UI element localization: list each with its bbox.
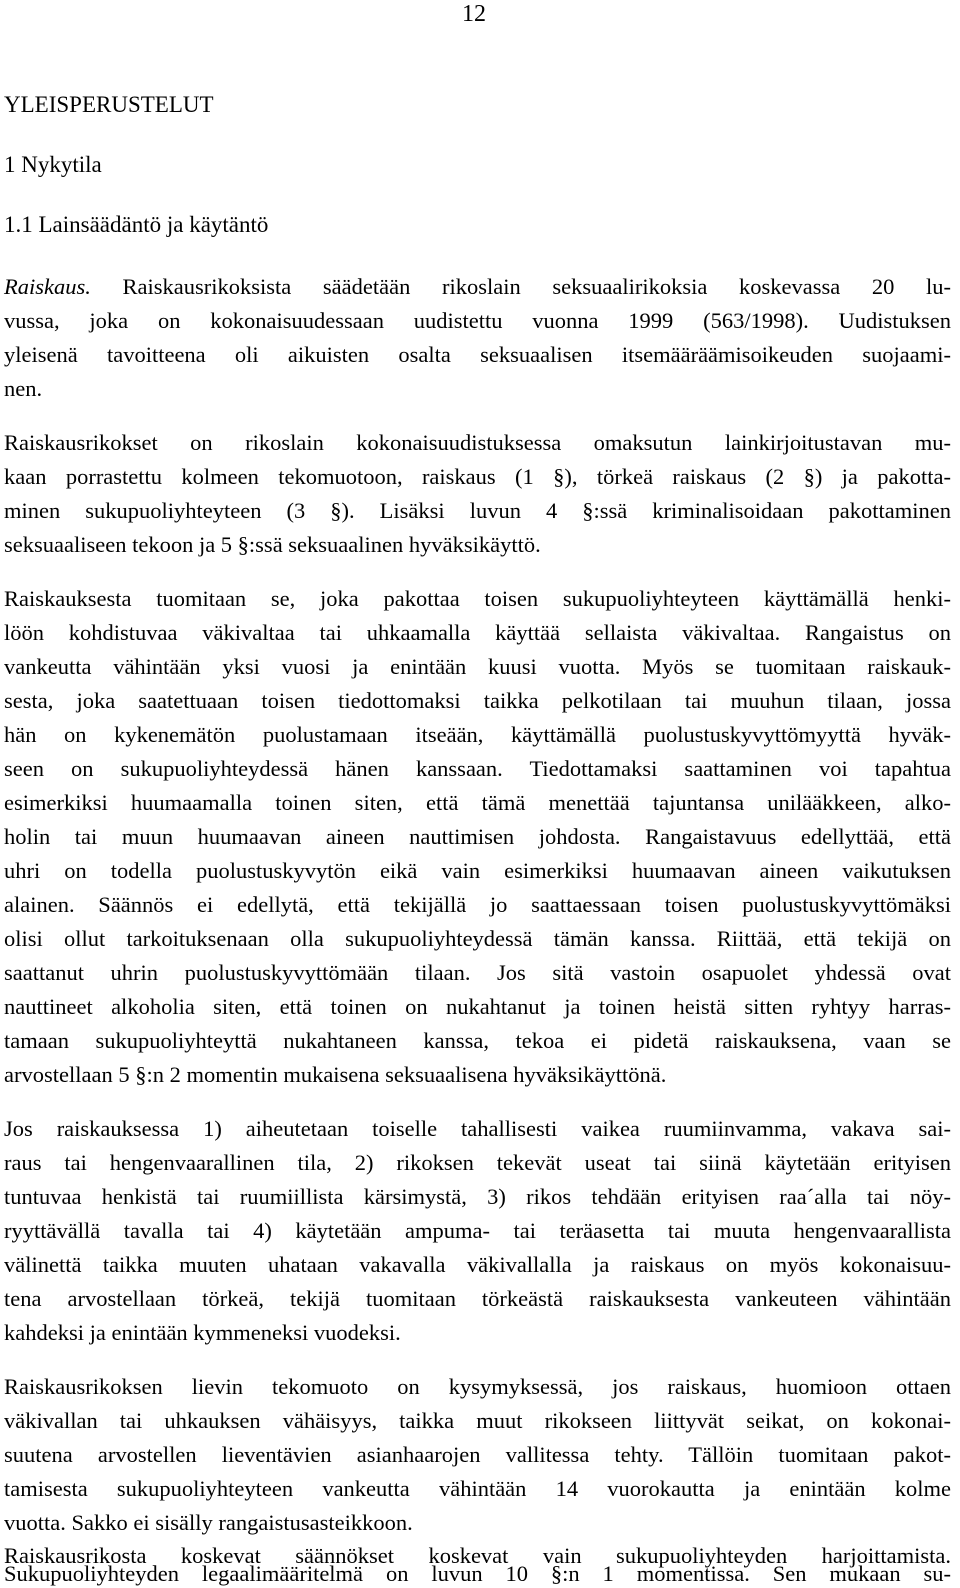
paragraph-line: Sukupuoliyhteyden legaalimääritelmä on luvun 10 §:n 1 momentissa. Sen mukaan su- — [4, 1561, 951, 1586]
paragraph-line: holin tai muun huumaavan aineen nauttimisen johdosta. Rangaistavuus edellyttää, että — [4, 824, 951, 849]
paragraph-line: saattanut uhrin puolustuskyvyttömään tilaan. Jos sitä vastoin osapuolet yhdessä ovat — [4, 960, 951, 985]
paragraph-line: tamaan sukupuoliyhteyttä nukahtaneen kanssa, tekoa ei pidetä raiskauksena, vaan se — [4, 1028, 951, 1053]
paragraph-line: väkivallan tai uhkauksen vähäisyys, taikka muut rikokseen liittyvät seikat, on kokonai- — [4, 1408, 951, 1433]
subsection-heading: 1.1 Lainsäädäntö ja käytäntö — [4, 212, 269, 237]
paragraph-line: minen sukupuoliyhteyteen (3 §). Lisäksi luvun 4 §:ssä kriminalisoidaan pakottaminen — [4, 498, 951, 523]
paragraph-line: alainen. Säännös ei edellytä, että tekijällä jo saattaessaan toisen puolustuskyvyttömäksi — [4, 892, 951, 917]
paragraph-line: Raiskausrikosta koskevat säännökset koskevat vain sukupuoliyhteyden harjoittamista. — [4, 1543, 951, 1568]
paragraph-line: löön kohdistuvaa väkivaltaa tai uhkaamalla käyttää sellaista väkivaltaa. Rangaistus on — [4, 620, 951, 645]
paragraph-line: nauttineet alkoholia siten, että toinen on nukahtanut ja toinen heistä sitten ryhtyy harras- — [4, 994, 951, 1019]
paragraph-line: seksuaaliseen tekoon ja 5 §:ssä seksuaalinen hyväksikäyttö. — [4, 532, 541, 557]
paragraph-line: seen on sukupuoliyhteydessä hänen kanssaan. Tiedottamaksi saattaminen voi tapahtua — [4, 756, 951, 781]
section-heading: 1 Nykytila — [4, 152, 102, 177]
paragraph-line: tamisesta sukupuoliyhteyteen vankeutta vähintään 14 vuorokautta ja enintään kolme — [4, 1476, 951, 1501]
paragraph-lead-term: Raiskaus. — [4, 274, 91, 299]
paragraph-line: suutena arvostellen lieventävien asianhaarojen vallitessa tehty. Tällöin tuomitaan pakot- — [4, 1442, 951, 1467]
paragraph-line: uhri on todella puolustuskyvytön eikä vain esimerkiksi huumaavan aineen vaikutuksen — [4, 858, 951, 883]
paragraph-line: ryyttävällä tavalla tai 4) käytetään ampuma- tai teräasetta tai muuta hengenvaarallista — [4, 1218, 951, 1243]
paragraph-line: Raiskausrikoksen lievin tekomuoto on kysymyksessä, jos raiskaus, huomioon ottaen — [4, 1374, 951, 1399]
main-heading: YLEISPERUSTELUT — [4, 92, 214, 117]
paragraph-line: sesta, joka saatettuaan toisen tiedottomaksi taikka pelkotilaan tai muuhun tilaan, jossa — [4, 688, 951, 713]
paragraph-line: Jos raiskauksessa 1) aiheutetaan toiselle tahallisesti vaikea ruumiinvamma, vakava sai- — [4, 1116, 951, 1141]
paragraph-line: tena arvostellaan törkeä, tekijä tuomitaan törkeästä raiskauksesta vankeuteen vähintään — [4, 1286, 951, 1311]
paragraph-line: kahdeksi ja enintään kymmeneksi vuodeksi. — [4, 1320, 401, 1345]
paragraph-line: vuotta. Sakko ei sisälly rangaistusasteikkoon. — [4, 1510, 413, 1535]
paragraph-line: nen. — [4, 376, 43, 401]
paragraph-line: olisi ollut tarkoituksenaan olla sukupuoliyhteydessä tämän kanssa. Riittää, että tekijä on — [4, 926, 951, 951]
paragraph-line: tuntuvaa henkistä tai ruumiillista kärsimystä, 3) rikos tehdään erityisen raa´alla tai nöy- — [4, 1184, 951, 1209]
paragraph-line: hän on kykenemätön puolustamaan itseään, käyttämällä puolustuskyvyttömyyttä hyväk- — [4, 722, 951, 747]
paragraph-line: välinettä taikka muuten uhataan vakavalla väkivallalla ja raiskaus on myös kokonaisuu- — [4, 1252, 951, 1277]
page-number: 12 — [462, 1, 486, 27]
paragraph-line: vussa, joka on kokonaisuudessaan uudistettu vuonna 1999 (563/1998). Uudistuksen — [4, 308, 951, 333]
paragraph-line: Raiskaus. Raiskausrikoksista säädetään rikoslain seksuaalirikoksia koskevassa 20 lu- — [4, 274, 951, 299]
paragraph-line: yleisenä tavoitteena oli aikuisten osalta seksuaalisen itsemääräämisoikeuden suojaami- — [4, 342, 951, 367]
paragraph-line: arvostellaan 5 §:n 2 momentin mukaisena seksuaalisena hyväksikäyttönä. — [4, 1062, 667, 1087]
paragraph-line: Raiskausrikokset on rikoslain kokonaisuudistuksessa omaksutun lainkirjoitustavan mu- — [4, 430, 951, 455]
paragraph-line: vankeutta vähintään yksi vuosi ja enintään kuusi vuotta. Myös se tuomitaan raiskauk- — [4, 654, 951, 679]
paragraph-line: esimerkiksi huumaamalla toinen siten, että tämä menettää tajuntansa unilääkkeen, alko- — [4, 790, 951, 815]
paragraph-line: raus tai hengenvaarallinen tila, 2) rikoksen tekevät useat tai siinä käytetään erityisen — [4, 1150, 951, 1175]
paragraph-line: kaan porrastettu kolmeen tekomuotoon, raiskaus (1 §), törkeä raiskaus (2 §) ja pakotta- — [4, 464, 951, 489]
paragraph-line: Raiskauksesta tuomitaan se, joka pakottaa toisen sukupuoliyhteyteen käyttämällä henki- — [4, 586, 951, 611]
